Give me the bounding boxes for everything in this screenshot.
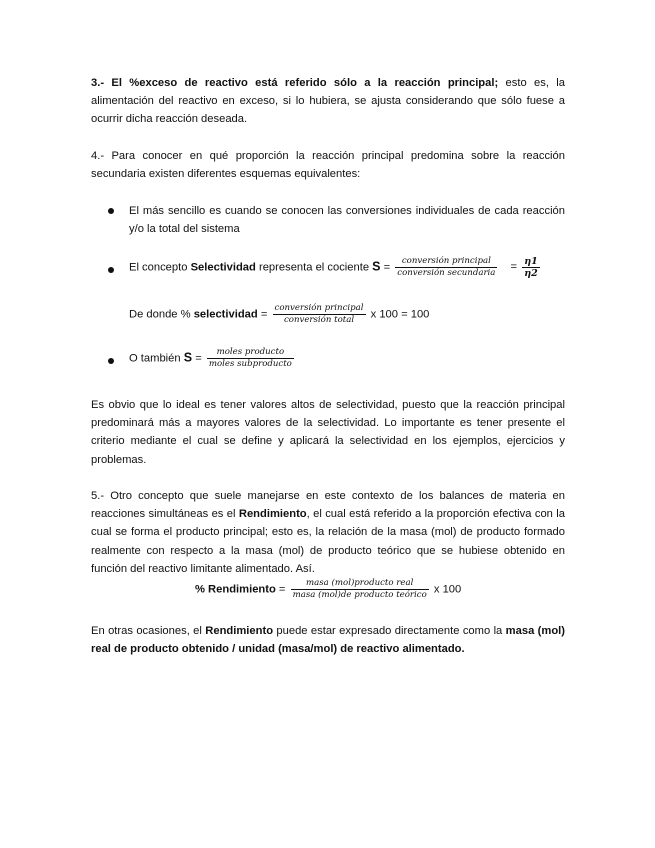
denominator: conversión total xyxy=(283,315,355,325)
symbol-s: S xyxy=(372,259,381,274)
equals: = xyxy=(278,583,286,596)
equals: = xyxy=(195,352,202,365)
denominator: moles subproducto xyxy=(208,359,292,369)
slash: / xyxy=(228,643,239,656)
text: , el cual está referido a la proporción efectiva con la cual se forma el producto principal; esto es, la relación de la masa (mol) de producto formado realmente con respecto a la masa (mol) de producto teórico que se hubiese obtenido en función del reactivo limitante alimentado. Así. xyxy=(91,508,565,575)
text: De donde % xyxy=(129,308,194,321)
paragraph-lead: 3.- El %exceso de reactivo está referido sólo a la reacción principal; xyxy=(91,77,499,89)
formula-rendimiento xyxy=(195,578,461,601)
numerator: moles producto xyxy=(207,347,294,359)
denominator: masa (mol)de producto teórico xyxy=(292,590,427,600)
text: puede estar expresado directamente como la xyxy=(273,625,506,637)
fraction-selectividad xyxy=(395,256,497,279)
fraction-rendimiento xyxy=(291,578,429,601)
text: O también xyxy=(129,352,184,365)
numerator: conversión principal xyxy=(274,303,364,313)
term-selectividad: Selectividad xyxy=(190,261,256,274)
fraction-moles xyxy=(207,347,294,370)
term-unidad: unidad (masa/mol) xyxy=(238,643,338,656)
text: En otras ocasiones, el xyxy=(91,625,206,637)
denominator: conversión secundaria xyxy=(397,268,496,278)
text: 5.- Otro concepto que suele manejarse en este contexto de los balances de materia en reacciones simultáneas es el xyxy=(91,490,565,521)
paragraph-proporcion: 4.- Para conocer en qué proporción la reacción principal predomina sobre la reacción secundaria existen diferentes esquemas equivalentes: xyxy=(91,150,565,181)
paragraph-body: esto es, la alimentación del reactivo en exceso, si lo hubiera, se ajusta considerando que sólo fuese a ocurrir dicha reacción deseada. xyxy=(91,77,565,126)
bullet-dot xyxy=(108,208,114,214)
fraction-conversion xyxy=(273,303,366,326)
equals: = xyxy=(383,261,391,274)
paragraph-otras-ocasiones xyxy=(91,622,565,658)
term-selectividad: selectividad xyxy=(193,308,258,321)
term-rendimiento: Rendimiento xyxy=(238,508,307,521)
paragraph-obvio: Es obvio que lo ideal es tener valores altos de selectividad, puesto que la reacción principal predominará más a mayores valores de la selectividad. Lo importante es tener presente el criterio mediante el cual se define y aplicará la selectividad en los ejemplos, ejercicios y problemas. xyxy=(91,399,565,466)
bullet-moles xyxy=(129,347,296,370)
term-rendimiento: Rendimiento xyxy=(205,625,274,637)
text: representa el cociente xyxy=(255,261,373,274)
numerator: η1 xyxy=(524,256,538,267)
equals: = xyxy=(260,308,268,321)
equals: = xyxy=(510,261,518,274)
term-porcentaje-rendimiento: % Rendimiento xyxy=(195,583,276,596)
bullet-dot xyxy=(108,358,114,364)
numerator: conversión principal xyxy=(395,256,497,268)
text: El concepto xyxy=(129,261,191,274)
formula-porcentaje-selectividad xyxy=(129,303,429,326)
denominator: η2 xyxy=(524,268,538,279)
paragraph-exceso-reactivo xyxy=(91,74,565,129)
text: de reactivo alimentado. xyxy=(337,643,465,656)
fraction-eta xyxy=(522,256,540,279)
multiplier: x 100 = 100 xyxy=(370,308,430,321)
bullet-dot xyxy=(108,267,114,273)
numerator: masa (mol)producto real xyxy=(291,578,429,590)
bullet-selectividad xyxy=(129,256,542,279)
bullet-conversiones: El más sencillo es cuando se conocen las conversiones individuales de cada reacción y/o la total del sistema xyxy=(129,205,565,236)
multiplier: x 100 xyxy=(433,583,462,596)
term-masa-real: masa (mol) real de producto obtenido xyxy=(91,625,566,656)
paragraph-rendimiento xyxy=(91,487,565,578)
symbol-s: S xyxy=(183,350,193,365)
